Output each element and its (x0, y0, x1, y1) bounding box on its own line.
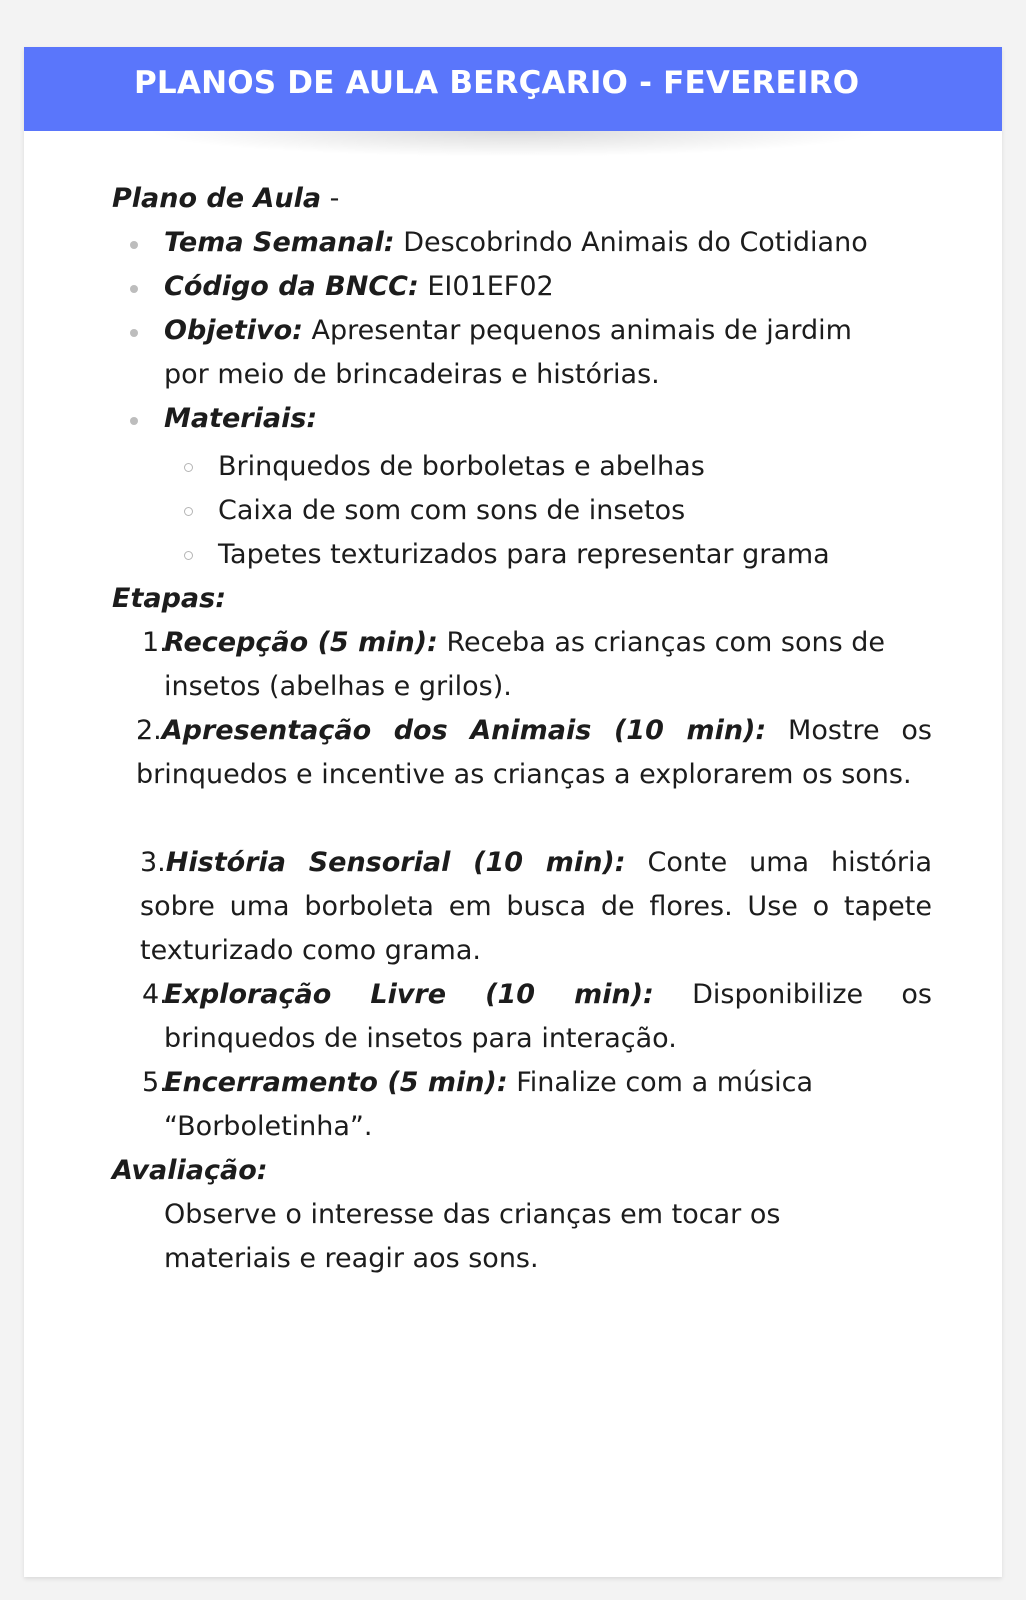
list-item-objetivo (112, 309, 932, 397)
step-recepcao (112, 621, 932, 709)
step-text: Mostre os brinquedos e incentive as crianças a explorarem os sons. (136, 715, 932, 790)
plan-heading-label: Plano de Aula (112, 183, 322, 214)
item-label: Tema Semanal: (164, 227, 395, 258)
item-label: Materiais: (164, 403, 318, 434)
step-label: Apresentação dos Animais (10 min): (161, 715, 767, 746)
item-value: Descobrindo Animais do Cotidiano (394, 227, 868, 258)
document-page (24, 47, 1002, 1577)
step-label: História Sensorial (10 min): (165, 847, 626, 878)
step-number: 4. (142, 979, 168, 1010)
step-exploracao (112, 973, 932, 1061)
document-title: PLANOS DE AULA BERÇARIO - FEVEREIRO (134, 65, 860, 101)
steps-list (112, 621, 932, 1149)
plan-details-list (112, 221, 932, 577)
step-number: 2. (136, 715, 162, 746)
bullet-dot-icon (130, 285, 138, 293)
step-text: Finalize com a música “Borboletinha”. (164, 1067, 814, 1142)
spacer (112, 797, 932, 841)
step-text: Disponibilize os brinquedos de insetos para interação. (164, 979, 932, 1054)
materials-list (112, 445, 932, 577)
etapas-heading (112, 577, 932, 621)
circle-bullet-icon (184, 551, 193, 560)
item-label: Código da BNCC: (164, 271, 419, 302)
header-band (24, 47, 1002, 131)
list-item-materiais (112, 397, 932, 577)
list-item-bncc (112, 265, 932, 309)
material-item (112, 533, 932, 577)
material-text: Brinquedos de borboletas e abelhas (218, 451, 705, 482)
avaliacao-heading-label: Avaliação: (112, 1155, 268, 1186)
bullet-dot-icon (130, 329, 138, 337)
step-encerramento (112, 1061, 932, 1149)
step-apresentacao (112, 709, 932, 797)
plan-heading-suffix: - (321, 183, 340, 214)
step-label: Recepção (5 min): (164, 627, 438, 658)
material-item (112, 489, 932, 533)
avaliacao-text: Observe o interesse das crianças em tocar os materiais e reagir aos sons. (164, 1199, 781, 1274)
item-value: EI01EF02 (418, 271, 554, 302)
step-label: Encerramento (5 min): (164, 1067, 508, 1098)
etapas-heading-label: Etapas: (112, 583, 226, 614)
step-number: 5. (142, 1067, 168, 1098)
item-value: Apresentar pequenos animais de jardim por meio de brincadeiras e histórias. (164, 315, 852, 390)
material-item (112, 445, 932, 489)
step-text: Conte uma história sobre uma borboleta em busca de flores. Use o tapete texturizado como grama. (140, 847, 932, 966)
step-historia (112, 841, 932, 973)
item-label: Objetivo: (164, 315, 303, 346)
circle-bullet-icon (184, 507, 193, 516)
step-text: Receba as crianças com sons de insetos (abelhas e grilos). (164, 627, 886, 702)
avaliacao-heading (112, 1149, 932, 1193)
bullet-dot-icon (130, 417, 138, 425)
step-label: Exploração Livre (10 min): (164, 979, 654, 1010)
list-item-tema (112, 221, 932, 265)
circle-bullet-icon (184, 463, 193, 472)
plan-heading (112, 177, 932, 221)
material-text: Tapetes texturizados para representar grama (218, 539, 830, 570)
bullet-dot-icon (130, 241, 138, 249)
step-number: 3. (140, 847, 166, 878)
lesson-plan-content (112, 177, 932, 1281)
step-number: 1. (142, 627, 168, 658)
material-text: Caixa de som com sons de insetos (218, 495, 686, 526)
